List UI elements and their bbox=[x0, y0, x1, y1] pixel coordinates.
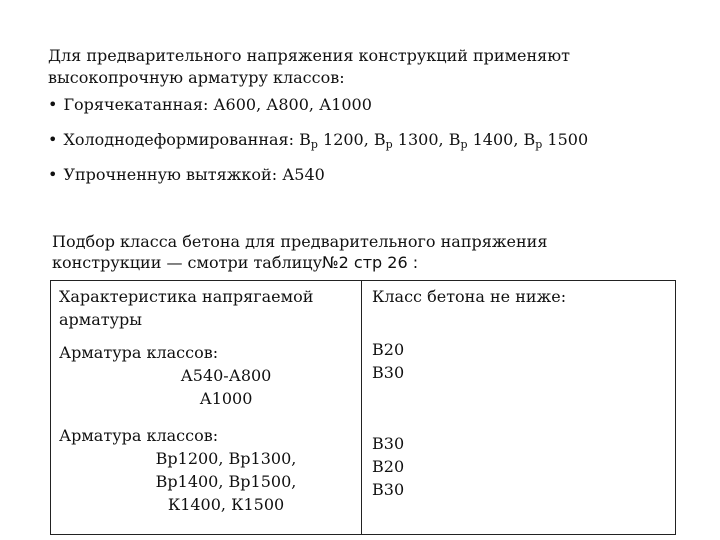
class-code: $В_р$ 1300, bbox=[373, 130, 444, 151]
group-classes: А540-А800 А1000 bbox=[180, 366, 272, 408]
table-reference: №2 стр 26 : bbox=[322, 253, 419, 272]
list-item-text: Горячекатанная: А600, А800, А1000 bbox=[63, 95, 372, 114]
concrete-group-2: В30 В20 В30 bbox=[372, 434, 405, 499]
list-item-hot-rolled bbox=[48, 94, 688, 116]
bullet-marker: • bbox=[48, 165, 58, 184]
list-item-strain-hardened bbox=[48, 164, 688, 186]
intro-line-2: высокопрочную арматуру классов: bbox=[48, 68, 345, 87]
intro-paragraph bbox=[48, 45, 668, 89]
column-header-concrete: Класс бетона не ниже: bbox=[372, 287, 567, 306]
intro-line-1: Для предварительного напряжения конструкций применяют bbox=[48, 46, 571, 65]
rebar-class-list bbox=[48, 94, 688, 199]
bullet-marker: • bbox=[48, 95, 58, 114]
concrete-selection-note bbox=[52, 231, 652, 273]
bullet-marker: • bbox=[48, 130, 58, 149]
table-cell-concrete bbox=[362, 281, 676, 535]
note-line-2: конструкции — смотри таблицу№2 стр 26 : bbox=[52, 253, 419, 272]
list-item-text: Упрочненную вытяжкой: А540 bbox=[63, 165, 325, 184]
rebar-group-1 bbox=[59, 341, 353, 410]
class-code: $В_р$ 1500 bbox=[523, 130, 589, 151]
class-code: $В_р$ 1400, bbox=[448, 130, 519, 151]
rebar-group-2 bbox=[59, 424, 353, 516]
list-item-cold-deformed bbox=[48, 129, 688, 151]
concrete-group-1: В20 В30 bbox=[372, 340, 405, 382]
concrete-class-table bbox=[50, 280, 676, 535]
group-classes: Вр1200, Вр1300, Вр1400, Вр1500, К1400, К1500 bbox=[155, 449, 297, 514]
column-header-rebar: Характеристика напрягаемой арматуры bbox=[59, 287, 314, 329]
group-title: Арматура классов: bbox=[59, 343, 219, 362]
class-code: $В_р$ 1200, bbox=[299, 130, 369, 151]
table-cell-rebar bbox=[51, 281, 362, 535]
list-item-label: Холоднодеформированная: bbox=[63, 130, 295, 149]
group-title: Арматура классов: bbox=[59, 426, 219, 445]
note-line-1: Подбор класса бетона для предварительного напряжения bbox=[52, 232, 548, 251]
